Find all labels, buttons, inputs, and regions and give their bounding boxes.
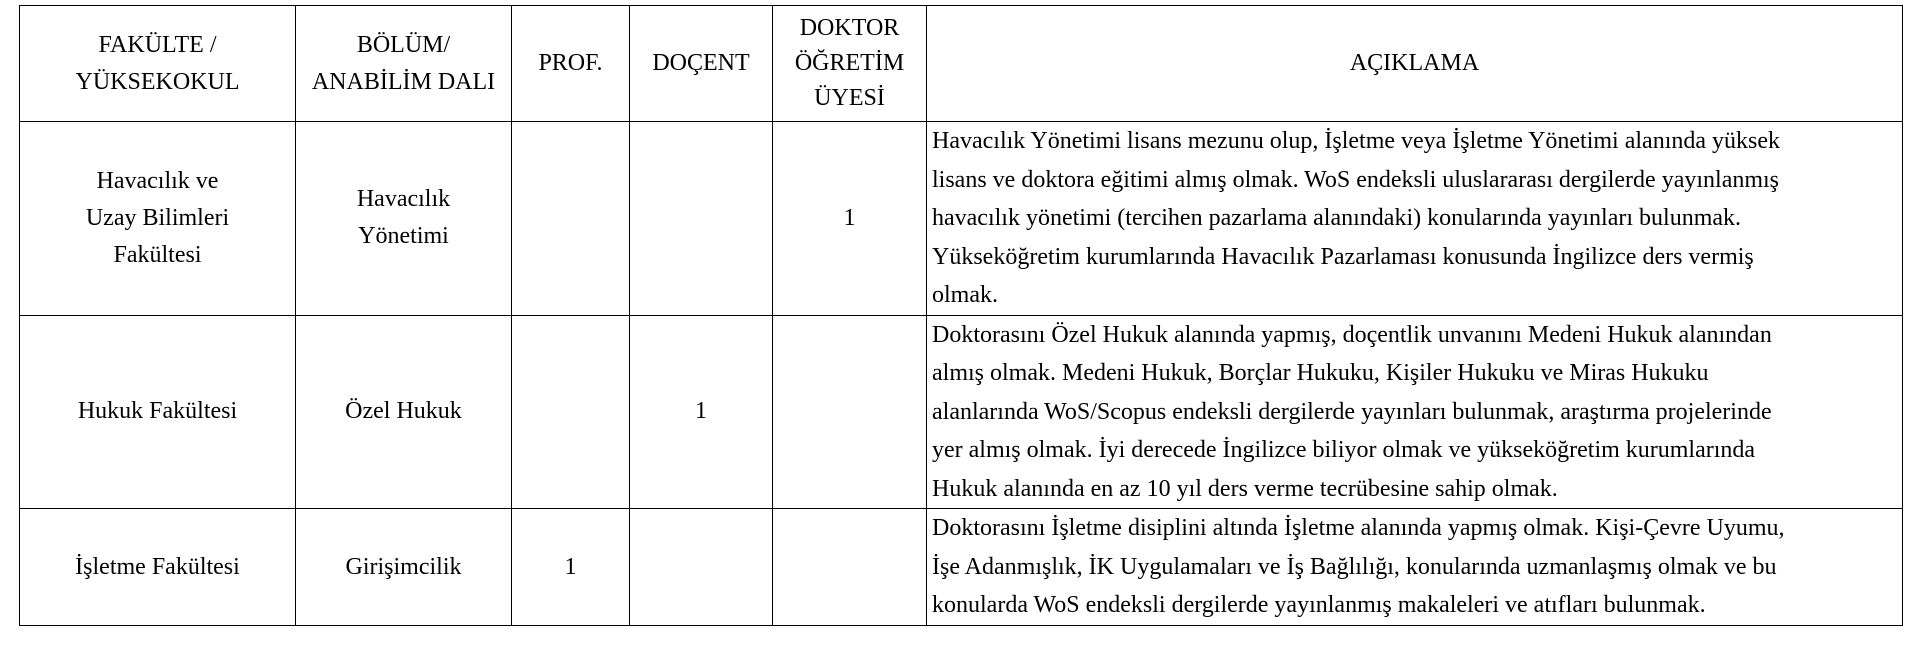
cell-doctor: 1	[773, 122, 927, 316]
cell-department	[296, 122, 512, 316]
header-prof: PROF.	[512, 6, 630, 122]
cell-faculty-line: Havacılık ve	[96, 167, 219, 194]
header-row	[20, 6, 1903, 122]
description-line: Doktorasını Özel Hukuk alanında yapmış, doçentlik unvanını Medeni Hukuk alanından	[932, 321, 1772, 348]
description-line: konularda WoS endeksli dergilerde yayınlanmış makaleleri ve atıfları bulunmak.	[932, 592, 1706, 619]
cell-department	[296, 315, 512, 509]
cell-faculty-line: Hukuk Fakültesi	[77, 398, 238, 425]
header-department	[296, 6, 512, 122]
header-faculty-line: YÜKSEKOKUL	[75, 68, 240, 95]
header-doctor-line: ÜYESİ	[814, 85, 885, 111]
header-faculty	[20, 6, 296, 122]
header-department-line: BÖLÜM/	[356, 31, 451, 58]
cell-docent: 1	[630, 315, 773, 509]
table-row	[20, 509, 1903, 626]
cell-faculty-line: İşletme Fakültesi	[75, 553, 240, 580]
positions-table	[19, 5, 1903, 626]
cell-faculty-line: Uzay Bilimleri	[85, 204, 230, 231]
cell-prof: 1	[512, 509, 630, 626]
description-line: yer almış olmak. İyi derecede İngilizce biliyor olmak ve yükseköğretim kurumlarında	[932, 437, 1756, 463]
description-line: olmak.	[932, 282, 998, 308]
cell-department-line: Yönetimi	[358, 223, 449, 250]
cell-docent	[630, 122, 773, 316]
cell-doctor	[773, 509, 927, 626]
cell-department-line: Girişimcilik	[345, 553, 462, 580]
cell-doctor	[773, 315, 927, 509]
cell-prof	[512, 122, 630, 316]
cell-faculty	[20, 122, 296, 316]
description-line: Doktorasını İşletme disiplini altında İşletme alanında yapmış olmak. Kişi-Çevre Uyumu,	[932, 515, 1785, 542]
cell-faculty-line: Fakültesi	[113, 241, 202, 268]
description-line: Havacılık Yönetimi lisans mezunu olup, İşletme veya İşletme Yönetimi alanında yüksek	[932, 128, 1781, 154]
header-doctor-line: ÖĞRETİM	[794, 50, 905, 76]
cell-description	[927, 509, 1903, 626]
description-line: Yükseköğretim kurumlarında Havacılık Pazarlaması konusunda İngilizce ders vermiş	[932, 243, 1754, 270]
cell-faculty	[20, 509, 296, 626]
cell-docent	[630, 509, 773, 626]
cell-department	[296, 509, 512, 626]
header-docent: DOÇENT	[630, 6, 773, 122]
header-doctor-line: DOKTOR	[799, 15, 900, 41]
table-row	[20, 122, 1903, 316]
description-line: havacılık yönetimi (tercihen pazarlama alanındaki) konularında yayınları bulunmak.	[932, 205, 1742, 231]
header-department-line: ANABİLİM DALI	[311, 68, 496, 95]
description-line: lisans ve doktora eğitimi almış olmak. WoS endeksli uluslararası dergilerde yayınlanmış	[932, 166, 1780, 193]
cell-department-line: Havacılık	[356, 186, 451, 213]
header-faculty-line: FAKÜLTE /	[98, 31, 217, 58]
cell-department-line: Özel Hukuk	[345, 398, 462, 425]
cell-faculty	[20, 315, 296, 509]
cell-prof	[512, 315, 630, 509]
header-doctor	[773, 6, 927, 122]
description-line: alanlarında WoS/Scopus endeksli dergilerde yayınları bulunmak, araştırma projelerinde	[932, 398, 1772, 425]
cell-description	[927, 315, 1903, 509]
description-line: Hukuk alanında en az 10 yıl ders verme tecrübesine sahip olmak.	[932, 475, 1558, 502]
cell-description	[927, 122, 1903, 316]
header-description: AÇIKLAMA	[927, 6, 1903, 122]
description-line: İşe Adanmışlık, İK Uygulamaları ve İş Bağlılığı, konularında uzmanlaşmış olmak ve bu	[932, 553, 1777, 580]
table-row	[20, 315, 1903, 509]
description-line: almış olmak. Medeni Hukuk, Borçlar Hukuku, Kişiler Hukuku ve Miras Hukuku	[932, 360, 1709, 386]
